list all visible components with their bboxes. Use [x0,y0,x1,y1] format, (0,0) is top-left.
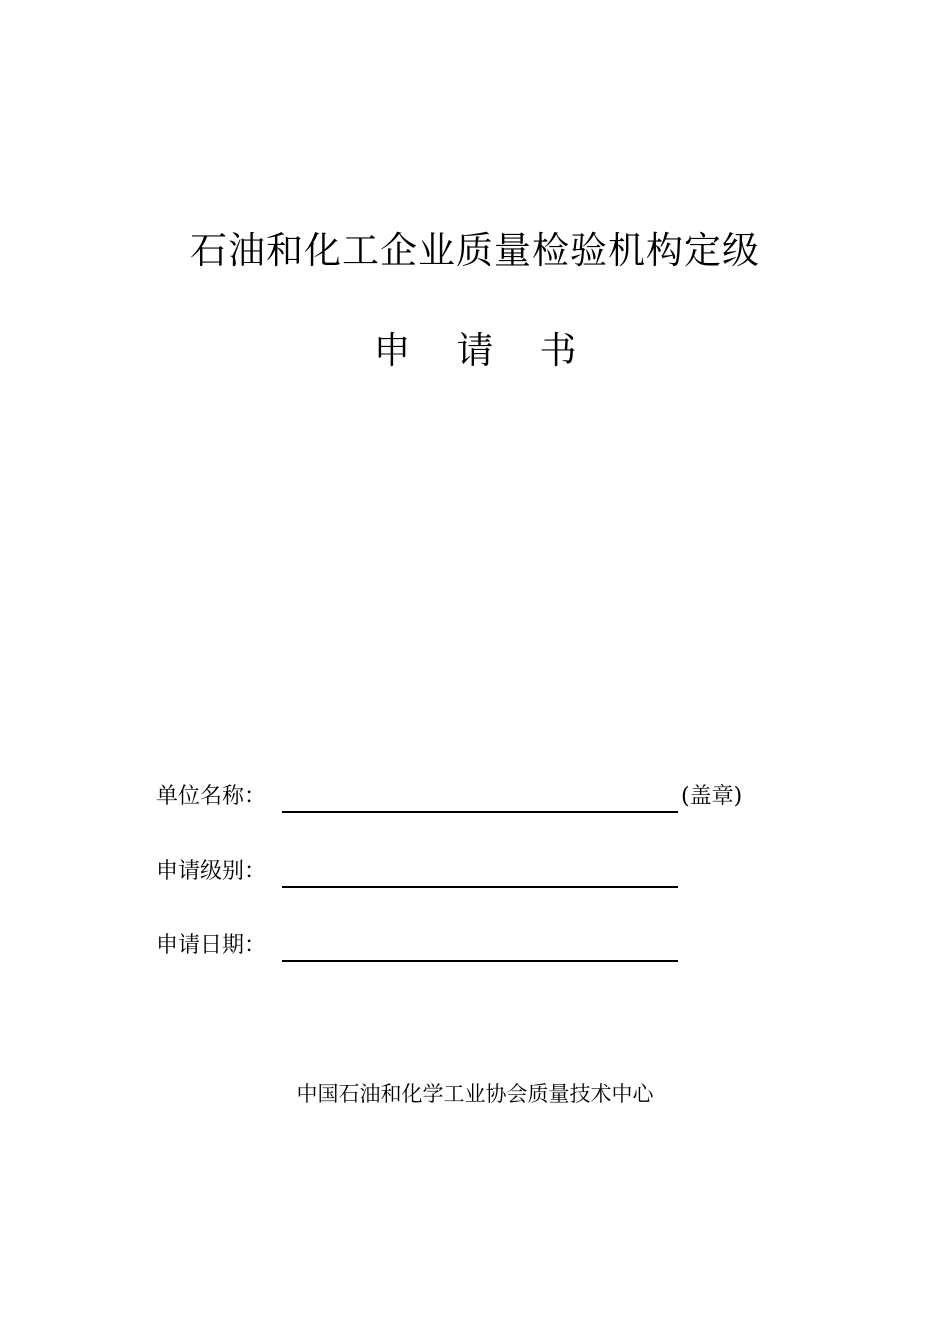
subtitle-char-1: 申 [373,329,411,372]
date-field[interactable] [282,931,678,962]
level-field[interactable] [282,857,678,888]
unit-name-label: 单位名称： [156,784,267,809]
document-title: 石油和化工企业质量检验机构定级 [190,229,760,272]
level-label: 申请级别： [156,859,267,884]
seal-note: (盖章) [681,784,743,809]
issuer-footer: 中国石油和化学工业协会质量技术中心 [296,1082,654,1106]
subtitle-char-2: 请 [456,329,494,372]
document-subtitle [0,326,950,376]
subtitle-char-3: 书 [539,329,577,372]
date-label: 申请日期： [156,933,267,958]
unit-name-field[interactable] [282,782,678,813]
